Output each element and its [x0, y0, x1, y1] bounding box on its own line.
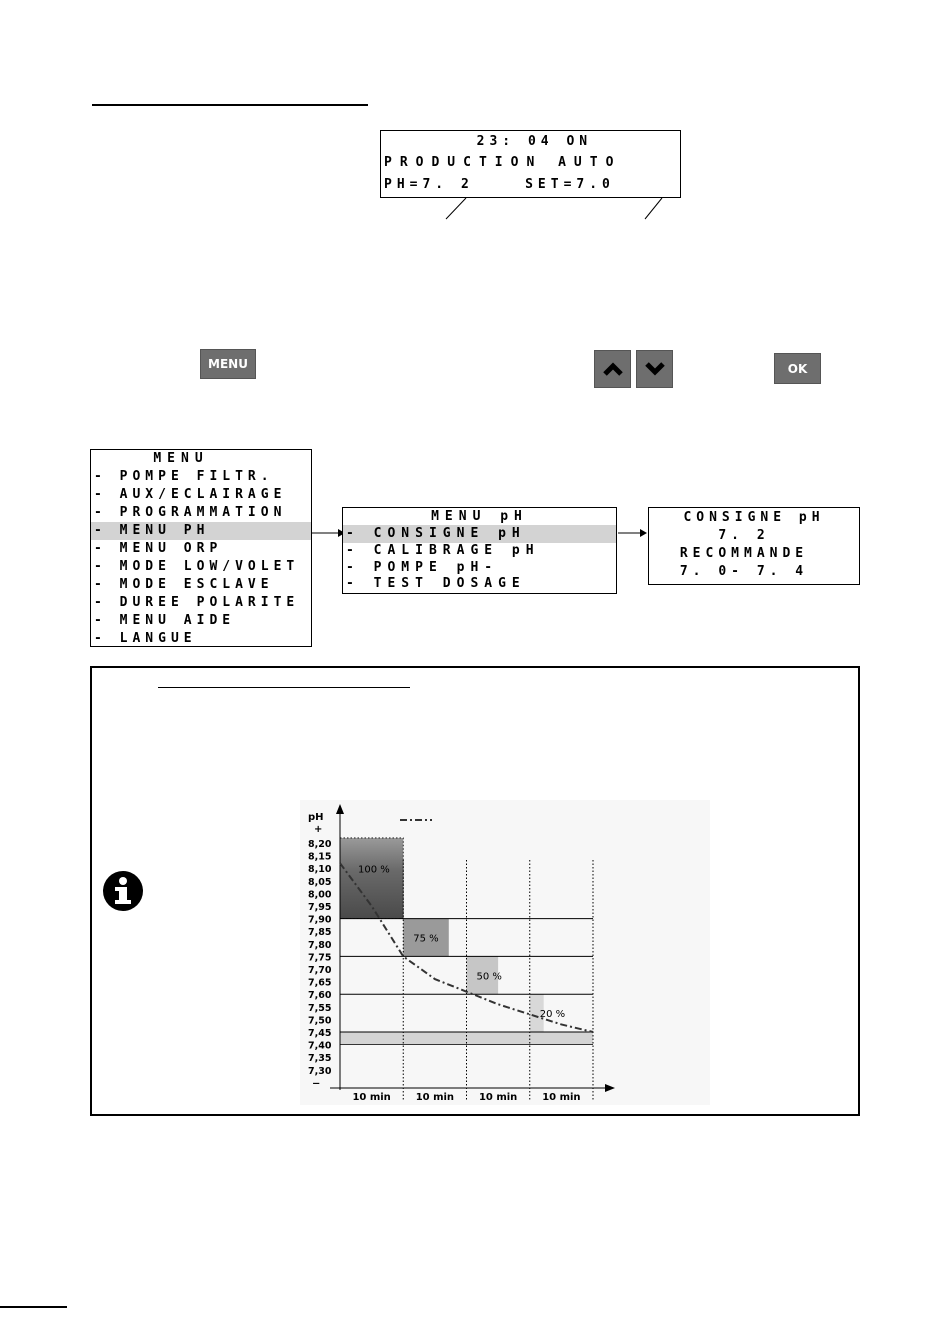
x-tick-label: 10 min [352, 1092, 391, 1103]
recommande-label: RECOMMANDE [679, 546, 809, 561]
lcd-main-display [380, 130, 681, 198]
y-axis-label: pH [308, 812, 324, 823]
x-tick-label: 10 min [478, 1092, 518, 1103]
menu-ph-item[interactable]: - POMPE pH- [346, 560, 499, 575]
menu-main-screen [90, 449, 312, 647]
menu-item[interactable]: - MENU ORP [94, 541, 223, 556]
y-tick-label: 8,20 [308, 839, 332, 850]
y-tick-label: 8,00 [308, 889, 332, 901]
footer-rule [0, 1306, 67, 1308]
menu-ph-item-selected[interactable]: - CONSIGNE pH [343, 525, 616, 543]
recommande-range: 7. 0- 7. 4 [679, 564, 809, 579]
y-tick-label: 7,95 [308, 902, 332, 913]
bar-label: 50 % [476, 971, 502, 983]
menu-main-title: MENU [153, 451, 209, 466]
y-tick-label: 7,35 [308, 1053, 332, 1065]
y-tick-label: 7,85 [308, 927, 332, 939]
lcd-mode-line: PRODUCTION AUTO [384, 155, 622, 170]
x-tick-label: 10 min [542, 1092, 581, 1103]
y-tick-label: 7,75 [308, 952, 332, 964]
ok-button[interactable]: OK [774, 353, 821, 384]
y-bottom-marker: − [312, 1078, 321, 1090]
y-tick-label: 8,05 [308, 876, 332, 888]
menu-item-selected[interactable]: - MENU PH [91, 522, 311, 540]
y-tick-label: 7,60 [308, 990, 332, 1002]
y-tick-label: 7,90 [308, 914, 332, 926]
chart-bar [340, 838, 403, 919]
chevron-up-icon [602, 361, 624, 377]
bar-label: 100 % [358, 864, 390, 876]
menu-ph-item[interactable]: - TEST DOSAGE [346, 576, 526, 591]
x-tick-label: 10 min [415, 1092, 455, 1103]
menu-item[interactable]: - POMPE FILTR. [94, 469, 274, 484]
menu-item[interactable]: - MODE LOW/VOLET [94, 559, 300, 574]
y-top-marker: + [314, 824, 323, 835]
y-tick-label: 7,70 [308, 965, 332, 976]
info-title-underline [158, 687, 410, 688]
consigne-title: CONSIGNE pH [683, 510, 825, 525]
menu-item[interactable]: - LANGUE [94, 631, 197, 646]
y-tick-label: 7,80 [308, 939, 332, 951]
ph-regulation-chart [300, 800, 710, 1105]
menu-ph-title: MENU pH [431, 509, 528, 524]
lcd-time-line: 23: 04 ON [451, 134, 593, 149]
y-tick-label: 7,65 [308, 977, 332, 989]
y-tick-label: 8,15 [308, 851, 332, 863]
menu-item[interactable]: - DUREE POLARITE [94, 595, 300, 610]
menu-item[interactable]: - AUX/ECLAIRAGE [94, 487, 287, 502]
down-button[interactable] [636, 350, 673, 388]
y-tick-label: 8,10 [308, 864, 332, 876]
lcd-ph-line: PH=7. 2 SET=7.0 [384, 177, 615, 192]
lcd-callout-lines [430, 195, 670, 225]
menu-item[interactable]: - PROGRAMMATION [94, 505, 287, 520]
menu-ph-item[interactable]: - CALIBRAGE pH [346, 543, 540, 558]
menu-button[interactable]: MENU [200, 349, 256, 379]
y-tick-label: 7,50 [308, 1015, 332, 1027]
bar-label: 75 % [413, 933, 439, 945]
consigne-value: 7. 2 [718, 528, 770, 543]
menu-item[interactable]: - MENU AIDE [94, 613, 236, 628]
chevron-down-icon [644, 361, 666, 377]
y-tick-label: 7,30 [308, 1065, 332, 1077]
up-button[interactable] [594, 350, 631, 388]
y-tick-label: 7,45 [308, 1028, 332, 1039]
info-icon [101, 869, 145, 913]
bar-label: 20 % [539, 1009, 566, 1021]
y-tick-label: 7,55 [308, 1002, 332, 1014]
consigne-screen [648, 507, 860, 585]
menu-ph-screen [342, 507, 617, 594]
menu-item[interactable]: - MODE ESCLAVE [94, 577, 274, 592]
section-title-underline [92, 104, 368, 106]
y-tick-label: 7,40 [308, 1040, 332, 1052]
